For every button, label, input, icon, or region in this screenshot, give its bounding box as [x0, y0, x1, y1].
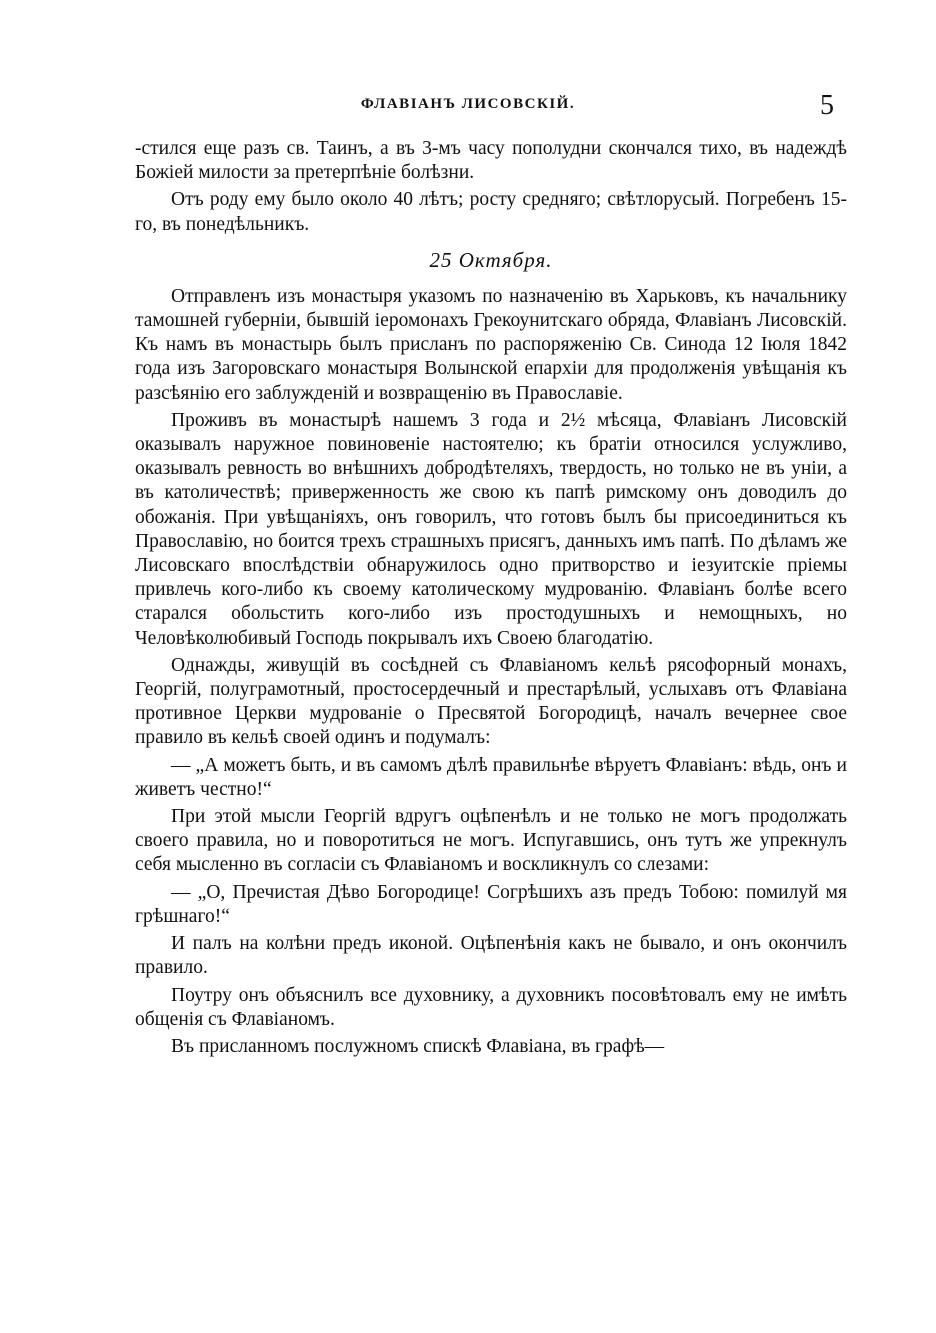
- paragraph-4: Проживъ въ монастырѣ нашемъ 3 года и 2½ мѣсяца, Флавіанъ Лисовскій оказывалъ наружное повиновеніе настоятелю; къ братіи относился услужливо, оказывалъ ревность во внѣшнихъ добродѣтеляхъ, твердость, но только не въ уніи, а въ католичествѣ; приверженность же свою къ папѣ римскому онъ доводилъ до обожанія. При увѣщаніяхъ, онъ говорилъ, что готовъ былъ бы присоединиться къ Православію, но боится трехъ страшныхъ присягъ, данныхъ имъ папѣ. По дѣламъ же Лисовскаго впослѣдствіи обнаружилось одно притворство и іезуитскіе пріемы привлечь кого-либо къ своему католическому мудрованію. Флавіанъ болѣе всего старался обольстить кого-либо изъ простодушныхъ и немощныхъ, но Человѣколюбивый Господь покрывалъ ихъ Своею благодатію.: [135, 409, 847, 649]
- paragraph-8-quote: — „О, Пречистая Дѣво Богородице! Согрѣшихъ азъ предъ Тобою: помилуй мя грѣшнаго!“: [135, 881, 847, 927]
- paragraph-6-quote: — „А можетъ быть, и въ самомъ дѣлѣ правильнѣе вѣруетъ Флавіанъ: вѣдь, онъ и живетъ честно!“: [135, 754, 847, 800]
- running-head: [0, 90, 936, 122]
- date-heading: 25 Октября.: [429, 247, 553, 272]
- paragraph-10: Поутру онъ объяснилъ все духовнику, а духовникъ посовѣтовалъ ему не имѣть общенія съ Флавіаномъ.: [135, 984, 847, 1030]
- paragraph-9: И палъ на колѣни предъ иконой. Оцѣпенѣнія какъ не бывало, и онъ окончилъ правило.: [135, 933, 847, 979]
- paragraph-2: Отъ роду ему было около 40 лѣтъ; росту средняго; свѣтлорусый. Погребенъ 15-го, въ понедѣльникъ.: [135, 189, 847, 235]
- body-text: [135, 137, 847, 1062]
- paragraph-3: Отправленъ изъ монастыря указомъ по назначенію въ Харьковъ, къ начальнику тамошней губерніи, бывшій іеромонахъ Грекоунитскаго обряда, Флавіанъ Лисовскій. Къ намъ въ монастырь былъ присланъ по распоряженію Св. Синода 12 Іюля 1842 года изъ Загоровскаго монастыря Волынской епархіи для продолженія увѣщанія къ разсѣянію его заблужденій и возвращенію въ Православіе.: [135, 285, 847, 404]
- page-number: 5: [820, 90, 834, 121]
- paragraph-11: Въ присланномъ послужномъ спискѣ Флавіана, въ графѣ—: [171, 1035, 665, 1057]
- paragraph-1: -стился еще разъ св. Таинъ, а въ 3-мъ часу пополудни скончался тихо, въ надеждѣ Божіей милости за претерпѣніе болѣзни.: [135, 138, 847, 184]
- paragraph-7: При этой мысли Георгій вдругъ оцѣпенѣлъ и не только не могъ продолжать своего правила, но и поворотиться не могъ. Испугавшись, онъ тутъ же упрекнулъ себя мысленно въ согласіи съ Флавіаномъ и воскликнулъ со слезами:: [135, 806, 847, 876]
- paragraph-5: Однажды, живущій въ сосѣдней съ Флавіаномъ кельѣ рясофорный монахъ, Георгій, полуграмотный, простосердечный и престарѣлый, услыхавъ отъ Флавіана противное Церкви мудрованіе о Пресвятой Богородицѣ, началъ вечернее свое правило въ кельѣ своей одинъ и подумалъ:: [135, 654, 847, 749]
- running-title: ФЛАВІАНЪ ЛИСОВСКІЙ.: [360, 96, 576, 112]
